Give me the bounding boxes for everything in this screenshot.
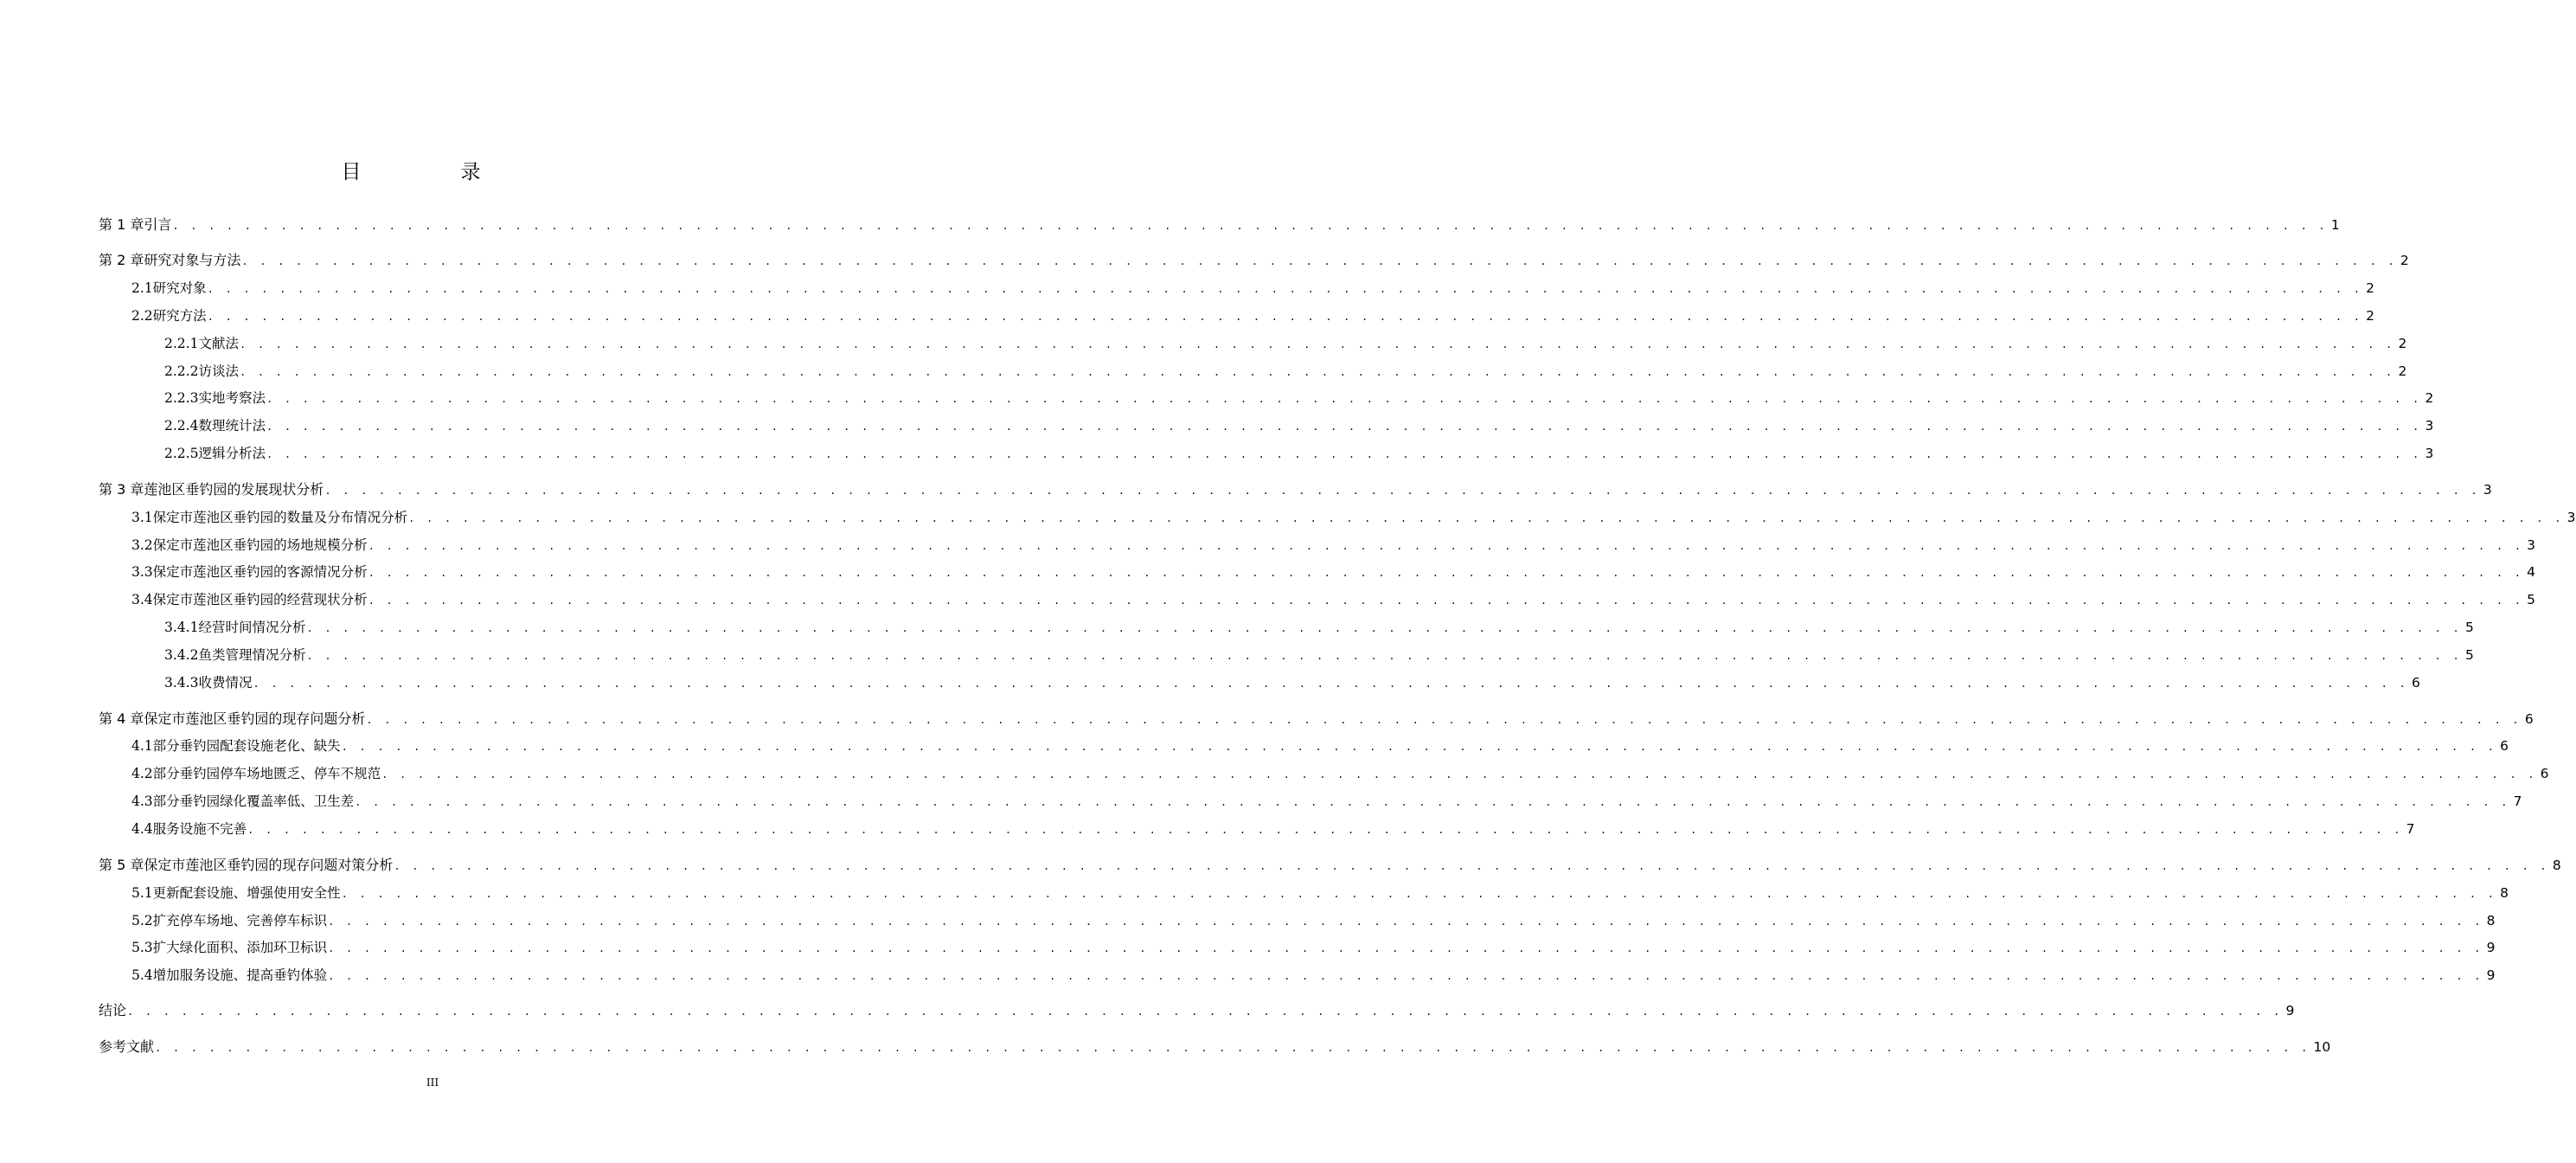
toc-entry[interactable] — [164, 333, 2407, 354]
toc-entry-number: 第 2 章 — [99, 252, 144, 268]
toc-dot-leader: . . . . . . . . . . . . . . . . . . . . . . . . . . . . . . . . . . . . . . . . . . . . . . . . . . . . . . . . . . . . . . . . . . . . . . . . . . . . . . . . . . . . . . . . . . . . . . . . . . . . . . . . . . . . . . . . . . . . . . . . — [247, 824, 2403, 836]
toc-dot-leader: . . . . . . . . . . . . . . . . . . . . . . . . . . . . . . . . . . . . . . . . . . . . . . . . . . . . . . . . . . . . . . . . . . . . . . . . . . . . . . . . . . . . . . . . . . . . . . . . . . . . . . . . . . . . . . . . . . . . . . . . — [207, 311, 2363, 323]
toc-dot-leader: . . . . . . . . . . . . . . . . . . . . . . . . . . . . . . . . . . . . . . . . . . . . . . . . . . . . . . . . . . . . . . . . . . . . . . . . . . . . . . . . . . . . . . . . . . . . . . . . . . . . . . . . . . . . . . . . . . . . . . . . — [366, 714, 2522, 726]
toc-entry-number: 4.3 — [131, 794, 153, 809]
toc-entry-number: 3.4.3 — [164, 675, 199, 691]
toc-entry-number: 4.2 — [131, 766, 153, 781]
toc-entry-page: 7 — [2406, 821, 2415, 837]
toc-dot-leader: . . . . . . . . . . . . . . . . . . . . . . . . . . . . . . . . . . . . . . . . . . . . . . . . . . . . . . . . . . . . . . . . . . . . . . . . . . . . . . . . . . . . . . . . . . . . . . . . . . . . . . . . . . . . . . . . . . . . . . . . — [306, 622, 2462, 634]
toc-entry-page: 5 — [2464, 647, 2474, 663]
toc-entry[interactable] — [164, 415, 2434, 436]
toc-entry-page: 6 — [2500, 738, 2509, 754]
toc-entry-title: 保定市莲池区垂钓园的数量及分布情况分析 — [152, 510, 408, 525]
toc-entry-title: 部分垂钓园配套设施老化、缺失 — [152, 738, 341, 754]
toc-entry-number: 5.3 — [131, 940, 153, 955]
toc-entry-number: 4.1 — [131, 738, 153, 754]
toc-dot-leader: . . . . . . . . . . . . . . . . . . . . . . . . . . . . . . . . . . . . . . . . . . . . . . . . . . . . . . . . . . . . . . . . . . . . . . . . . . . . . . . . . . . . . . . . . . . . . . . . . . . . . . . . . . . . . . . . . . . . . . . . — [239, 366, 2395, 378]
toc-entry-title: 访谈法 — [198, 363, 239, 379]
toc-entry-page: 5 — [2464, 620, 2474, 635]
toc-entry-page: 5 — [2527, 592, 2536, 607]
toc-entry[interactable] — [131, 736, 2509, 756]
toc-entry-page: 6 — [2524, 711, 2534, 727]
toc-entry-number: 2.2.3 — [164, 390, 199, 406]
toc-entry[interactable] — [131, 562, 2536, 582]
toc-entry-page: 2 — [2425, 390, 2434, 406]
toc-entry-number: 2.2.4 — [164, 418, 199, 434]
toc-entry-number: 3.4 — [131, 592, 153, 607]
toc-entry-number: 2.2 — [131, 308, 153, 324]
toc-entry-title: 扩大绿化面积、添加环卫标识 — [152, 940, 328, 955]
toc-entry-page: 6 — [2540, 766, 2549, 781]
toc-entry-title: 实地考察法 — [198, 390, 266, 406]
toc-entry-page: 3 — [2483, 482, 2492, 498]
toc-dot-leader: . . . . . . . . . . . . . . . . . . . . . . . . . . . . . . . . . . . . . . . . . . . . . . . . . . . . . . . . . . . . . . . . . . . . . . . . . . . . . . . . . . . . . . . . . . . . . . . . . . . . . . . . . . . . . . . . . . . . . . . . — [127, 1006, 2283, 1018]
toc-dot-leader: . . . . . . . . . . . . . . . . . . . . . . . . . . . . . . . . . . . . . . . . . . . . . . . . . . . . . . . . . . . . . . . . . . . . . . . . . . . . . . . . . . . . . . . . . . . . . . . . . . . . . . . . . . . . . . . . . . . . . . . . — [328, 970, 2483, 982]
toc-entry-number: 2.2.1 — [164, 336, 199, 351]
toc-entry[interactable] — [164, 443, 2434, 464]
toc-entry-page: 8 — [2552, 858, 2561, 873]
toc-entry-page: 3 — [2527, 537, 2536, 553]
toc-dot-leader: . . . . . . . . . . . . . . . . . . . . . . . . . . . . . . . . . . . . . . . . . . . . . . . . . . . . . . . . . . . . . . . . . . . . . . . . . . . . . . . . . . . . . . . . . . . . . . . . . . . . . . . . . . . . . . . . . . . . . . . . — [155, 1042, 2310, 1054]
toc-entry[interactable] — [131, 278, 2375, 299]
toc-entry-title: 部分垂钓园停车场地匮乏、停车不规范 — [152, 766, 381, 781]
toc-entry-number: 3.1 — [131, 510, 153, 525]
toc-entry-number: 2.1 — [131, 280, 153, 296]
toc-entry-title: 增加服务设施、提高垂钓体验 — [152, 967, 328, 983]
toc-dot-leader: . . . . . . . . . . . . . . . . . . . . . . . . . . . . . . . . . . . . . . . . . . . . . . . . . . . . . . . . . . . . . . . . . . . . . . . . . . . . . . . . . . . . . . . . . . . . . . . . . . . . . . . . . . . . . . . . . . . . . . . . — [394, 860, 2549, 872]
toc-entry[interactable] — [131, 535, 2536, 556]
toc-dot-leader: . . . . . . . . . . . . . . . . . . . . . . . . . . . . . . . . . . . . . . . . . . . . . . . . . . . . . . . . . . . . . . . . . . . . . . . . . . . . . . . . . . . . . . . . . . . . . . . . . . . . . . . . . . . . . . . . . . . . . . . . — [266, 421, 2422, 433]
toc-entry-number: 第 3 章 — [99, 481, 144, 498]
toc-entry-number: 3.4.1 — [164, 620, 199, 635]
toc-entry-page: 2 — [2398, 336, 2407, 351]
toc-entry-number: 第 4 章 — [99, 710, 144, 727]
toc-dot-leader: . . . . . . . . . . . . . . . . . . . . . . . . . . . . . . . . . . . . . . . . . . . . . . . . . . . . . . . . . . . . . . . . . . . . . . . . . . . . . . . . . . . . . . . . . . . . . . . . . . . . . . . . . . . . . . . . . . . . . . . . — [368, 540, 2524, 552]
toc-entry-number: 3.3 — [131, 564, 153, 580]
toc-entry-page: 1 — [2330, 217, 2340, 233]
toc-dot-leader: . . . . . . . . . . . . . . . . . . . . . . . . . . . . . . . . . . . . . . . . . . . . . . . . . . . . . . . . . . . . . . . . . . . . . . . . . . . . . . . . . . . . . . . . . . . . . . . . . . . . . . . . . . . . . . . . . . . . . . . . — [341, 741, 2497, 753]
toc-entry-number: 4.4 — [131, 821, 153, 837]
toc-dot-leader: . . . . . . . . . . . . . . . . . . . . . . . . . . . . . . . . . . . . . . . . . . . . . . . . . . . . . . . . . . . . . . . . . . . . . . . . . . . . . . . . . . . . . . . . . . . . . . . . . . . . . . . . . . . . . . . . . . . . . . . . — [381, 768, 2537, 781]
toc-entry[interactable] — [131, 883, 2509, 903]
toc-entry-title: 更新配套设施、增强使用安全性 — [152, 885, 341, 901]
toc-entry[interactable] — [131, 819, 2415, 839]
toc-dot-leader: . . . . . . . . . . . . . . . . . . . . . . . . . . . . . . . . . . . . . . . . . . . . . . . . . . . . . . . . . . . . . . . . . . . . . . . . . . . . . . . . . . . . . . . . . . . . . . . . . . . . . . . . . . . . . . . . . . . . . . . . — [239, 338, 2395, 350]
toc-entry[interactable] — [164, 388, 2434, 408]
toc-entry[interactable] — [164, 672, 2420, 693]
toc-entry-page: 10 — [2313, 1039, 2331, 1055]
toc-entry-title: 保定市莲池区垂钓园的现存问题分析 — [144, 710, 366, 727]
page-number-footer: III — [426, 1076, 439, 1089]
toc-entry-page: 4 — [2527, 564, 2536, 580]
toc-entry-page: 6 — [2411, 675, 2420, 691]
toc-dot-leader: . . . . . . . . . . . . . . . . . . . . . . . . . . . . . . . . . . . . . . . . . . . . . . . . . . . . . . . . . . . . . . . . . . . . . . . . . . . . . . . . . . . . . . . . . . . . . . . . . . . . . . . . . . . . . . . . . . . . . . . . — [368, 567, 2524, 579]
toc-entry-number: 第 1 章 — [99, 216, 144, 233]
toc-entry-title: 研究对象 — [152, 280, 207, 296]
toc-entry-title: 逻辑分析法 — [198, 446, 266, 461]
toc-entry[interactable] — [131, 763, 2549, 784]
toc-entry[interactable] — [99, 215, 2340, 235]
toc-entry-number: 第 5 章 — [99, 857, 144, 873]
toc-entry-page: 9 — [2285, 1003, 2295, 1018]
toc-dot-leader: . . . . . . . . . . . . . . . . . . . . . . . . . . . . . . . . . . . . . . . . . . . . . . . . . . . . . . . . . . . . . . . . . . . . . . . . . . . . . . . . . . . . . . . . . . . . . . . . . . . . . . . . . . . . . . . . . . . . . . . . — [341, 888, 2497, 900]
toc-entry[interactable] — [164, 645, 2474, 665]
toc-entry-page: 3 — [2425, 446, 2434, 461]
toc-entry-number: 5.1 — [131, 885, 153, 901]
toc-entry[interactable] — [99, 709, 2534, 729]
toc-entry-number: 5.4 — [131, 967, 153, 983]
toc-dot-leader: . . . . . . . . . . . . . . . . . . . . . . . . . . . . . . . . . . . . . . . . . . . . . . . . . . . . . . . . . . . . . . . . . . . . . . . . . . . . . . . . . . . . . . . . . . . . . . . . . . . . . . . . . . . . . . . . . . . . . . . . — [408, 512, 2564, 524]
toc-entry[interactable] — [164, 617, 2474, 638]
toc-entry-page: 8 — [2500, 885, 2509, 901]
toc-entry-title: 扩充停车场地、完善停车标识 — [152, 913, 328, 928]
page-title: 目 录 — [341, 161, 521, 183]
toc-entry[interactable] — [131, 965, 2496, 986]
toc-dot-leader: . . . . . . . . . . . . . . . . . . . . . . . . . . . . . . . . . . . . . . . . . . . . . . . . . . . . . . . . . . . . . . . . . . . . . . . . . . . . . . . . . . . . . . . . . . . . . . . . . . . . . . . . . . . . . . . . . . . . . . . . — [241, 255, 2397, 267]
toc-entry-title: 研究对象与方法 — [144, 252, 241, 268]
toc-entry-number: 2.2.5 — [164, 446, 199, 461]
toc-entry-title: 服务设施不完善 — [152, 821, 247, 837]
toc-dot-leader: . . . . . . . . . . . . . . . . . . . . . . . . . . . . . . . . . . . . . . . . . . . . . . . . . . . . . . . . . . . . . . . . . . . . . . . . . . . . . . . . . . . . . . . . . . . . . . . . . . . . . . . . . . . . . . . . . . . . . . . . — [355, 796, 2510, 808]
toc-dot-leader: . . . . . . . . . . . . . . . . . . . . . . . . . . . . . . . . . . . . . . . . . . . . . . . . . . . . . . . . . . . . . . . . . . . . . . . . . . . . . . . . . . . . . . . . . . . . . . . . . . . . . . . . . . . . . . . . . . . . . . . . — [207, 283, 2363, 295]
toc-entry-title: 莲池区垂钓园的发展现状分析 — [144, 481, 324, 498]
toc-entry[interactable] — [131, 910, 2496, 931]
toc-entry-number: 3.4.2 — [164, 647, 199, 663]
toc-entry[interactable] — [99, 1037, 2331, 1057]
toc-entry-title: 保定市莲池区垂钓园的客源情况分析 — [152, 564, 368, 580]
toc-entry-title: 保定市莲池区垂钓园的现存问题对策分析 — [144, 857, 394, 873]
toc-entry-title: 参考文献 — [99, 1038, 155, 1055]
toc-entry-page: 2 — [2366, 280, 2375, 296]
toc-entry-page: 8 — [2486, 913, 2496, 928]
toc-entry-page: 2 — [2400, 253, 2409, 268]
toc-entry[interactable] — [99, 1000, 2295, 1021]
toc-entry[interactable] — [99, 855, 2561, 876]
toc-entry-title: 引言 — [144, 216, 172, 233]
toc-dot-leader: . . . . . . . . . . . . . . . . . . . . . . . . . . . . . . . . . . . . . . . . . . . . . . . . . . . . . . . . . . . . . . . . . . . . . . . . . . . . . . . . . . . . . . . . . . . . . . . . . . . . . . . . . . . . . . . . . . . . . . . . — [266, 448, 2422, 460]
toc-entry-page: 7 — [2513, 794, 2522, 809]
toc-entry-page: 3 — [2425, 418, 2434, 434]
toc-entry-title: 经营时间情况分析 — [198, 620, 306, 635]
toc-entry[interactable] — [131, 507, 2576, 528]
toc-entry-page: 2 — [2398, 363, 2407, 379]
toc-entry-page: 9 — [2486, 967, 2496, 983]
toc-entry-page: 9 — [2486, 940, 2496, 955]
toc-entry[interactable] — [131, 791, 2522, 812]
toc-dot-leader: . . . . . . . . . . . . . . . . . . . . . . . . . . . . . . . . . . . . . . . . . . . . . . . . . . . . . . . . . . . . . . . . . . . . . . . . . . . . . . . . . . . . . . . . . . . . . . . . . . . . . . . . . . . . . . . . . . . . . . . . — [324, 485, 2480, 497]
toc-dot-leader: . . . . . . . . . . . . . . . . . . . . . . . . . . . . . . . . . . . . . . . . . . . . . . . . . . . . . . . . . . . . . . . . . . . . . . . . . . . . . . . . . . . . . . . . . . . . . . . . . . . . . . . . . . . . . . . . . . . . . . . . — [172, 220, 2328, 232]
toc-entry-title: 收费情况 — [198, 675, 253, 691]
toc-dot-leader: . . . . . . . . . . . . . . . . . . . . . . . . . . . . . . . . . . . . . . . . . . . . . . . . . . . . . . . . . . . . . . . . . . . . . . . . . . . . . . . . . . . . . . . . . . . . . . . . . . . . . . . . . . . . . . . . . . . . . . . . — [368, 594, 2524, 607]
toc-entry-title: 保定市莲池区垂钓园的经营现状分析 — [152, 592, 368, 607]
toc-entry-title: 数理统计法 — [198, 418, 266, 434]
toc-entry[interactable] — [99, 479, 2492, 500]
toc-entry[interactable] — [164, 361, 2407, 382]
toc-dot-leader: . . . . . . . . . . . . . . . . . . . . . . . . . . . . . . . . . . . . . . . . . . . . . . . . . . . . . . . . . . . . . . . . . . . . . . . . . . . . . . . . . . . . . . . . . . . . . . . . . . . . . . . . . . . . . . . . . . . . . . . . — [306, 650, 2462, 662]
toc-entry[interactable] — [131, 305, 2375, 326]
toc-dot-leader: . . . . . . . . . . . . . . . . . . . . . . . . . . . . . . . . . . . . . . . . . . . . . . . . . . . . . . . . . . . . . . . . . . . . . . . . . . . . . . . . . . . . . . . . . . . . . . . . . . . . . . . . . . . . . . . . . . . . . . . . — [253, 678, 2408, 690]
toc-entry-title: 保定市莲池区垂钓园的场地规模分析 — [152, 537, 368, 553]
toc-entry-number: 3.2 — [131, 537, 153, 553]
toc-entry[interactable] — [131, 589, 2536, 610]
toc-entry-title: 鱼类管理情况分析 — [198, 647, 306, 663]
toc-entry-title: 文献法 — [198, 336, 239, 351]
toc-entry-page: 2 — [2366, 308, 2375, 324]
toc-entry[interactable] — [131, 937, 2496, 958]
toc-entry-number: 5.2 — [131, 913, 153, 928]
toc-entry-title: 研究方法 — [152, 308, 207, 324]
toc-entry[interactable] — [99, 250, 2409, 271]
toc-dot-leader: . . . . . . . . . . . . . . . . . . . . . . . . . . . . . . . . . . . . . . . . . . . . . . . . . . . . . . . . . . . . . . . . . . . . . . . . . . . . . . . . . . . . . . . . . . . . . . . . . . . . . . . . . . . . . . . . . . . . . . . . — [328, 916, 2483, 928]
toc-entry-title: 部分垂钓园绿化覆盖率低、卫生差 — [152, 794, 355, 809]
toc-dot-leader: . . . . . . . . . . . . . . . . . . . . . . . . . . . . . . . . . . . . . . . . . . . . . . . . . . . . . . . . . . . . . . . . . . . . . . . . . . . . . . . . . . . . . . . . . . . . . . . . . . . . . . . . . . . . . . . . . . . . . . . . — [328, 942, 2483, 954]
toc-dot-leader: . . . . . . . . . . . . . . . . . . . . . . . . . . . . . . . . . . . . . . . . . . . . . . . . . . . . . . . . . . . . . . . . . . . . . . . . . . . . . . . . . . . . . . . . . . . . . . . . . . . . . . . . . . . . . . . . . . . . . . . . — [266, 393, 2422, 405]
toc-entry-page: 3 — [2566, 510, 2576, 525]
toc-entry-number: 2.2.2 — [164, 363, 199, 379]
toc-entry-title: 结论 — [99, 1002, 127, 1018]
